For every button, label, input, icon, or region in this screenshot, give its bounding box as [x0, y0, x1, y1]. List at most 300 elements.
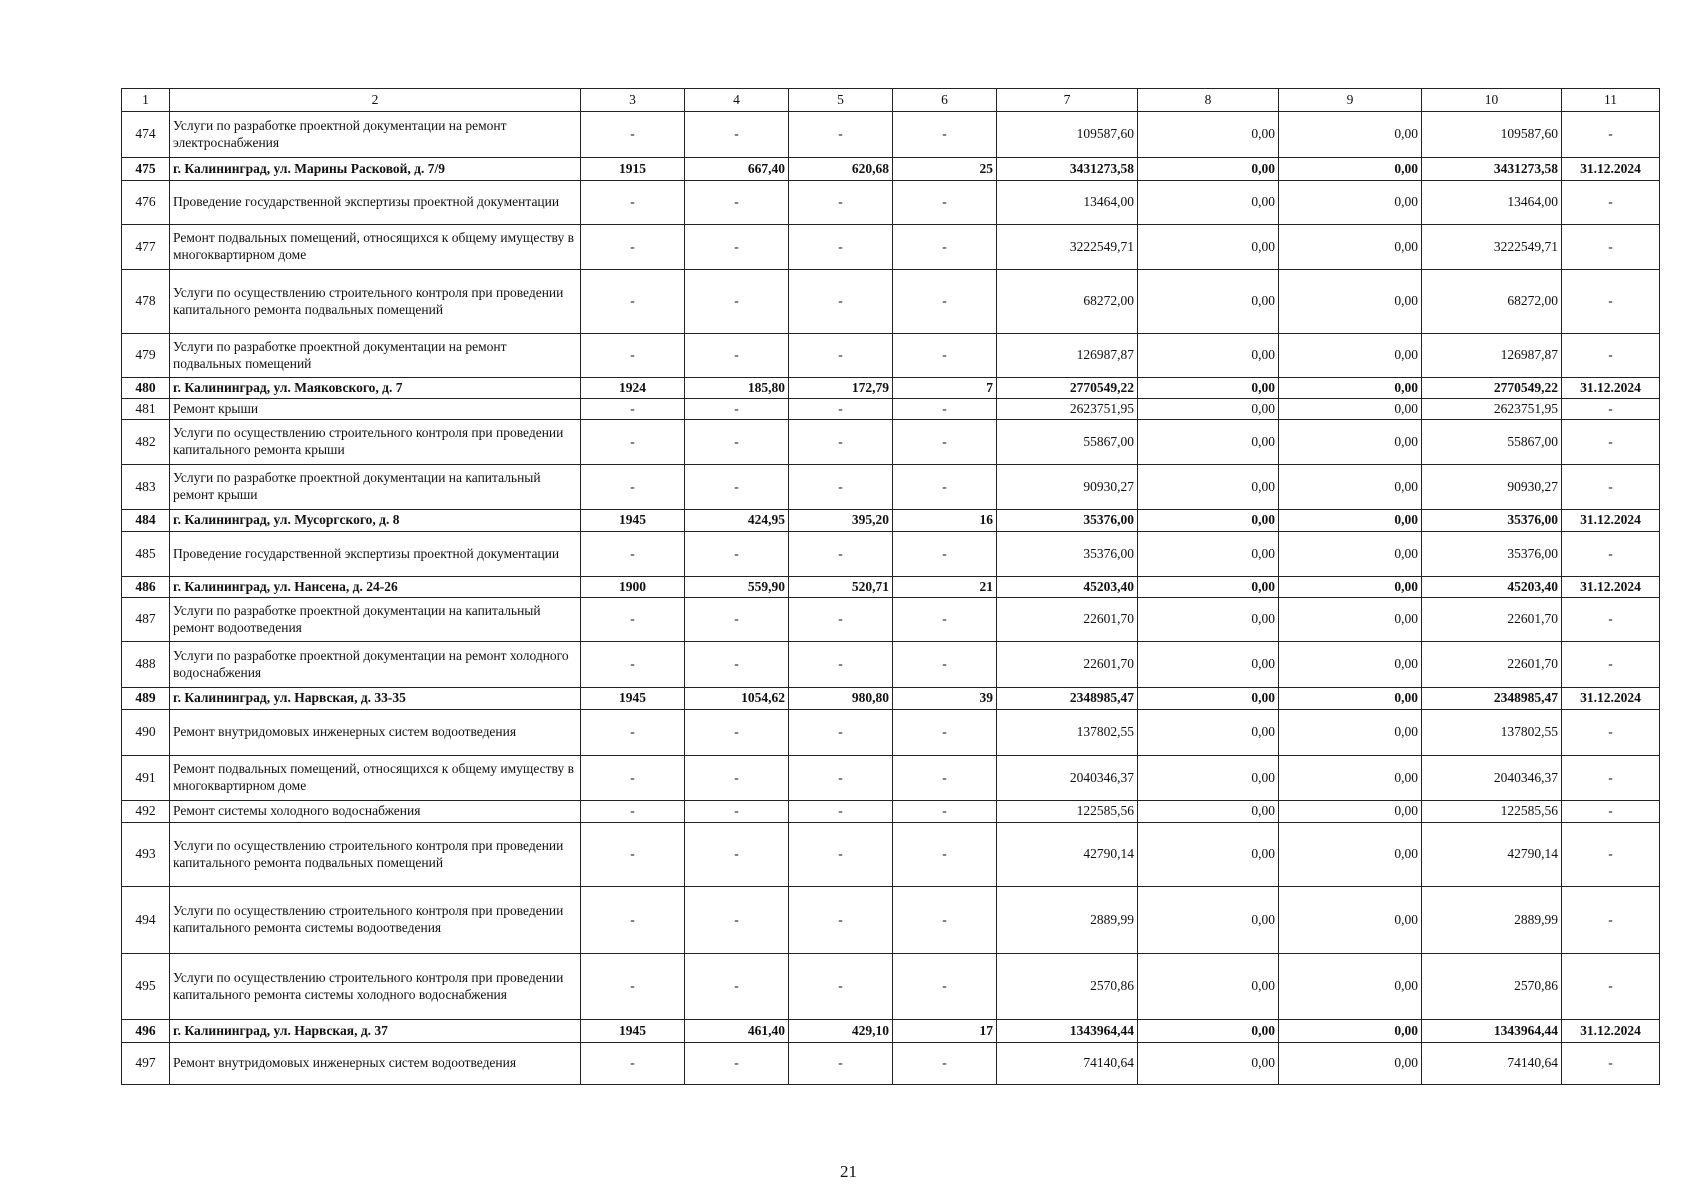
deadline-cell: 31.12.2024: [1562, 158, 1660, 181]
year-cell: -: [581, 225, 685, 270]
residents-cell: -: [893, 954, 997, 1020]
fund-cost-cell: 0,00: [1138, 642, 1279, 688]
living-area-cell: -: [789, 801, 893, 823]
work-name-cell: Ремонт внутридомовых инженерных систем водоотведения: [170, 710, 581, 756]
total-cost-cell: 2770549,22: [997, 378, 1138, 399]
header-cell: 1: [122, 89, 170, 112]
residents-cell: -: [893, 642, 997, 688]
living-area-cell: -: [789, 112, 893, 158]
fund-cost-cell: 0,00: [1138, 710, 1279, 756]
owners-cost-cell: 2623751,95: [1422, 399, 1562, 420]
year-cell: 1945: [581, 1020, 685, 1043]
living-area-cell: -: [789, 642, 893, 688]
year-cell: -: [581, 270, 685, 334]
deadline-cell: -: [1562, 225, 1660, 270]
table-row: [122, 510, 1660, 532]
row-number-cell: 479: [122, 334, 170, 378]
fund-cost-cell: 0,00: [1138, 225, 1279, 270]
living-area-cell: -: [789, 598, 893, 642]
fund-cost-cell: 0,00: [1138, 577, 1279, 598]
deadline-cell: -: [1562, 112, 1660, 158]
owners-cost-cell: 2570,86: [1422, 954, 1562, 1020]
table-row: [122, 598, 1660, 642]
fund-cost-cell: 0,00: [1138, 1020, 1279, 1043]
living-area-cell: -: [789, 465, 893, 510]
living-area-cell: 395,20: [789, 510, 893, 532]
column-number-row: [122, 89, 1660, 112]
table-row: [122, 465, 1660, 510]
total-cost-cell: 3431273,58: [997, 158, 1138, 181]
total-cost-cell: 35376,00: [997, 532, 1138, 577]
owners-cost-cell: 22601,70: [1422, 642, 1562, 688]
residents-cell: -: [893, 598, 997, 642]
total-area-cell: 185,80: [685, 378, 789, 399]
header-cell: 11: [1562, 89, 1660, 112]
year-cell: -: [581, 887, 685, 954]
table-row: [122, 420, 1660, 465]
table-row: [122, 532, 1660, 577]
work-name-cell: Проведение государственной экспертизы проектной документации: [170, 532, 581, 577]
residents-cell: -: [893, 823, 997, 887]
total-cost-cell: 3222549,71: [997, 225, 1138, 270]
living-area-cell: -: [789, 181, 893, 225]
deadline-cell: -: [1562, 801, 1660, 823]
budget-cost-cell: 0,00: [1279, 158, 1422, 181]
budget-cost-cell: 0,00: [1279, 112, 1422, 158]
total-area-cell: -: [685, 334, 789, 378]
table-row: [122, 1043, 1660, 1085]
residents-cell: -: [893, 225, 997, 270]
work-name-cell: Услуги по разработке проектной документации на ремонт холодного водоснабжения: [170, 642, 581, 688]
residents-cell: -: [893, 756, 997, 801]
owners-cost-cell: 68272,00: [1422, 270, 1562, 334]
residents-cell: -: [893, 420, 997, 465]
row-number-cell: 495: [122, 954, 170, 1020]
work-name-cell: Услуги по осуществлению строительного контроля при проведении капитального ремонта системы водоотведения: [170, 887, 581, 954]
work-name-cell: Услуги по осуществлению строительного контроля при проведении капитального ремонта подвальных помещений: [170, 823, 581, 887]
fund-cost-cell: 0,00: [1138, 756, 1279, 801]
work-name-cell: Проведение государственной экспертизы проектной документации: [170, 181, 581, 225]
deadline-cell: -: [1562, 334, 1660, 378]
deadline-cell: 31.12.2024: [1562, 688, 1660, 710]
living-area-cell: -: [789, 823, 893, 887]
year-cell: -: [581, 954, 685, 1020]
deadline-cell: -: [1562, 954, 1660, 1020]
fund-cost-cell: 0,00: [1138, 399, 1279, 420]
residents-cell: 17: [893, 1020, 997, 1043]
living-area-cell: -: [789, 756, 893, 801]
budget-cost-cell: 0,00: [1279, 1020, 1422, 1043]
total-cost-cell: 2040346,37: [997, 756, 1138, 801]
residents-cell: -: [893, 270, 997, 334]
header-cell: 6: [893, 89, 997, 112]
year-cell: 1900: [581, 577, 685, 598]
total-area-cell: -: [685, 181, 789, 225]
budget-cost-cell: 0,00: [1279, 801, 1422, 823]
year-cell: -: [581, 1043, 685, 1085]
fund-cost-cell: 0,00: [1138, 158, 1279, 181]
total-area-cell: -: [685, 225, 789, 270]
year-cell: -: [581, 112, 685, 158]
living-area-cell: -: [789, 1043, 893, 1085]
owners-cost-cell: 35376,00: [1422, 532, 1562, 577]
fund-cost-cell: 0,00: [1138, 598, 1279, 642]
table-row: [122, 270, 1660, 334]
total-cost-cell: 137802,55: [997, 710, 1138, 756]
table-row: [122, 642, 1660, 688]
owners-cost-cell: 2348985,47: [1422, 688, 1562, 710]
table-row: [122, 399, 1660, 420]
year-cell: -: [581, 801, 685, 823]
budget-cost-cell: 0,00: [1279, 532, 1422, 577]
table-row: [122, 225, 1660, 270]
owners-cost-cell: 2889,99: [1422, 887, 1562, 954]
year-cell: 1924: [581, 378, 685, 399]
deadline-cell: -: [1562, 181, 1660, 225]
deadline-cell: 31.12.2024: [1562, 510, 1660, 532]
owners-cost-cell: 42790,14: [1422, 823, 1562, 887]
budget-cost-cell: 0,00: [1279, 577, 1422, 598]
year-cell: -: [581, 823, 685, 887]
table-row: [122, 801, 1660, 823]
fund-cost-cell: 0,00: [1138, 510, 1279, 532]
budget-cost-cell: 0,00: [1279, 399, 1422, 420]
budget-cost-cell: 0,00: [1279, 510, 1422, 532]
living-area-cell: -: [789, 399, 893, 420]
header-cell: 9: [1279, 89, 1422, 112]
work-name-cell: Услуги по разработке проектной документации на ремонт электроснабжения: [170, 112, 581, 158]
total-cost-cell: 22601,70: [997, 598, 1138, 642]
work-name-cell: г. Калининград, ул. Нарвская, д. 33-35: [170, 688, 581, 710]
row-number-cell: 487: [122, 598, 170, 642]
total-area-cell: -: [685, 532, 789, 577]
total-cost-cell: 42790,14: [997, 823, 1138, 887]
budget-cost-cell: 0,00: [1279, 710, 1422, 756]
budget-cost-cell: 0,00: [1279, 465, 1422, 510]
budget-cost-cell: 0,00: [1279, 270, 1422, 334]
table-row: [122, 887, 1660, 954]
total-area-cell: -: [685, 420, 789, 465]
owners-cost-cell: 109587,60: [1422, 112, 1562, 158]
total-area-cell: -: [685, 710, 789, 756]
year-cell: -: [581, 181, 685, 225]
budget-cost-cell: 0,00: [1279, 181, 1422, 225]
row-number-cell: 474: [122, 112, 170, 158]
owners-cost-cell: 90930,27: [1422, 465, 1562, 510]
header-cell: 5: [789, 89, 893, 112]
row-number-cell: 484: [122, 510, 170, 532]
living-area-cell: -: [789, 710, 893, 756]
header-cell: 2: [170, 89, 581, 112]
work-name-cell: г. Калининград, ул. Нансена, д. 24-26: [170, 577, 581, 598]
budget-cost-cell: 0,00: [1279, 823, 1422, 887]
fund-cost-cell: 0,00: [1138, 465, 1279, 510]
year-cell: -: [581, 756, 685, 801]
owners-cost-cell: 122585,56: [1422, 801, 1562, 823]
residents-cell: -: [893, 710, 997, 756]
total-area-cell: -: [685, 954, 789, 1020]
header-cell: 10: [1422, 89, 1562, 112]
deadline-cell: -: [1562, 532, 1660, 577]
work-name-cell: Ремонт системы холодного водоснабжения: [170, 801, 581, 823]
page-number: 21: [840, 1162, 857, 1181]
fund-cost-cell: 0,00: [1138, 378, 1279, 399]
row-number-cell: 483: [122, 465, 170, 510]
table-row: [122, 710, 1660, 756]
total-cost-cell: 45203,40: [997, 577, 1138, 598]
total-area-cell: 1054,62: [685, 688, 789, 710]
year-cell: -: [581, 710, 685, 756]
year-cell: 1945: [581, 688, 685, 710]
living-area-cell: 620,68: [789, 158, 893, 181]
table-row: [122, 334, 1660, 378]
deadline-cell: -: [1562, 399, 1660, 420]
budget-cost-cell: 0,00: [1279, 954, 1422, 1020]
year-cell: -: [581, 465, 685, 510]
deadline-cell: -: [1562, 598, 1660, 642]
budget-cost-cell: 0,00: [1279, 598, 1422, 642]
living-area-cell: 172,79: [789, 378, 893, 399]
owners-cost-cell: 13464,00: [1422, 181, 1562, 225]
fund-cost-cell: 0,00: [1138, 420, 1279, 465]
budget-cost-cell: 0,00: [1279, 334, 1422, 378]
table-row: [122, 954, 1660, 1020]
header-cell: 7: [997, 89, 1138, 112]
deadline-cell: -: [1562, 270, 1660, 334]
row-number-cell: 482: [122, 420, 170, 465]
deadline-cell: 31.12.2024: [1562, 378, 1660, 399]
owners-cost-cell: 2040346,37: [1422, 756, 1562, 801]
fund-cost-cell: 0,00: [1138, 688, 1279, 710]
residents-cell: -: [893, 1043, 997, 1085]
residents-cell: 21: [893, 577, 997, 598]
living-area-cell: -: [789, 225, 893, 270]
living-area-cell: -: [789, 954, 893, 1020]
works-table: [121, 88, 1660, 1085]
total-area-cell: -: [685, 465, 789, 510]
living-area-cell: -: [789, 420, 893, 465]
total-cost-cell: 1343964,44: [997, 1020, 1138, 1043]
owners-cost-cell: 55867,00: [1422, 420, 1562, 465]
total-cost-cell: 2348985,47: [997, 688, 1138, 710]
total-area-cell: -: [685, 1043, 789, 1085]
residents-cell: -: [893, 532, 997, 577]
row-number-cell: 494: [122, 887, 170, 954]
total-area-cell: -: [685, 756, 789, 801]
table-row: [122, 158, 1660, 181]
work-name-cell: Ремонт внутридомовых инженерных систем водоотведения: [170, 1043, 581, 1085]
fund-cost-cell: 0,00: [1138, 181, 1279, 225]
year-cell: -: [581, 642, 685, 688]
work-name-cell: Услуги по осуществлению строительного контроля при проведении капитального ремонта подвальных помещений: [170, 270, 581, 334]
total-area-cell: -: [685, 887, 789, 954]
living-area-cell: -: [789, 334, 893, 378]
deadline-cell: -: [1562, 420, 1660, 465]
year-cell: -: [581, 532, 685, 577]
budget-cost-cell: 0,00: [1279, 1043, 1422, 1085]
residents-cell: -: [893, 181, 997, 225]
row-number-cell: 492: [122, 801, 170, 823]
deadline-cell: -: [1562, 823, 1660, 887]
total-area-cell: -: [685, 598, 789, 642]
total-area-cell: 667,40: [685, 158, 789, 181]
year-cell: -: [581, 334, 685, 378]
owners-cost-cell: 126987,87: [1422, 334, 1562, 378]
living-area-cell: 429,10: [789, 1020, 893, 1043]
work-name-cell: г. Калининград, ул. Маяковского, д. 7: [170, 378, 581, 399]
work-name-cell: Услуги по разработке проектной документации на капитальный ремонт водоотведения: [170, 598, 581, 642]
row-number-cell: 478: [122, 270, 170, 334]
deadline-cell: -: [1562, 710, 1660, 756]
owners-cost-cell: 45203,40: [1422, 577, 1562, 598]
budget-cost-cell: 0,00: [1279, 420, 1422, 465]
total-cost-cell: 35376,00: [997, 510, 1138, 532]
total-cost-cell: 2889,99: [997, 887, 1138, 954]
row-number-cell: 486: [122, 577, 170, 598]
deadline-cell: -: [1562, 1043, 1660, 1085]
total-area-cell: 424,95: [685, 510, 789, 532]
total-area-cell: -: [685, 112, 789, 158]
total-area-cell: 559,90: [685, 577, 789, 598]
deadline-cell: -: [1562, 465, 1660, 510]
living-area-cell: 980,80: [789, 688, 893, 710]
row-number-cell: 485: [122, 532, 170, 577]
owners-cost-cell: 3222549,71: [1422, 225, 1562, 270]
owners-cost-cell: 35376,00: [1422, 510, 1562, 532]
fund-cost-cell: 0,00: [1138, 801, 1279, 823]
header-cell: 4: [685, 89, 789, 112]
fund-cost-cell: 0,00: [1138, 954, 1279, 1020]
year-cell: -: [581, 598, 685, 642]
total-area-cell: 461,40: [685, 1020, 789, 1043]
deadline-cell: -: [1562, 887, 1660, 954]
row-number-cell: 480: [122, 378, 170, 399]
work-name-cell: г. Калининград, ул. Марины Расковой, д. 7/9: [170, 158, 581, 181]
total-cost-cell: 126987,87: [997, 334, 1138, 378]
total-cost-cell: 122585,56: [997, 801, 1138, 823]
work-name-cell: Услуги по разработке проектной документации на капитальный ремонт крыши: [170, 465, 581, 510]
deadline-cell: 31.12.2024: [1562, 1020, 1660, 1043]
living-area-cell: -: [789, 532, 893, 577]
year-cell: -: [581, 420, 685, 465]
total-cost-cell: 74140,64: [997, 1043, 1138, 1085]
total-cost-cell: 13464,00: [997, 181, 1138, 225]
total-area-cell: -: [685, 270, 789, 334]
table-row: [122, 577, 1660, 598]
total-area-cell: -: [685, 823, 789, 887]
residents-cell: -: [893, 887, 997, 954]
table-body: [122, 112, 1660, 1085]
row-number-cell: 491: [122, 756, 170, 801]
work-name-cell: Ремонт крыши: [170, 399, 581, 420]
deadline-cell: -: [1562, 756, 1660, 801]
row-number-cell: 493: [122, 823, 170, 887]
residents-cell: 25: [893, 158, 997, 181]
work-name-cell: Услуги по осуществлению строительного контроля при проведении капитального ремонта системы холодного водоснабжения: [170, 954, 581, 1020]
total-area-cell: -: [685, 399, 789, 420]
residents-cell: -: [893, 112, 997, 158]
year-cell: 1915: [581, 158, 685, 181]
fund-cost-cell: 0,00: [1138, 823, 1279, 887]
owners-cost-cell: 22601,70: [1422, 598, 1562, 642]
residents-cell: -: [893, 801, 997, 823]
total-cost-cell: 22601,70: [997, 642, 1138, 688]
total-cost-cell: 55867,00: [997, 420, 1138, 465]
fund-cost-cell: 0,00: [1138, 112, 1279, 158]
fund-cost-cell: 0,00: [1138, 532, 1279, 577]
work-name-cell: г. Калининград, ул. Мусоргского, д. 8: [170, 510, 581, 532]
row-number-cell: 475: [122, 158, 170, 181]
table-row: [122, 688, 1660, 710]
year-cell: -: [581, 399, 685, 420]
work-name-cell: г. Калининград, ул. Нарвская, д. 37: [170, 1020, 581, 1043]
table-row: [122, 378, 1660, 399]
budget-cost-cell: 0,00: [1279, 756, 1422, 801]
budget-cost-cell: 0,00: [1279, 887, 1422, 954]
row-number-cell: 489: [122, 688, 170, 710]
budget-cost-cell: 0,00: [1279, 378, 1422, 399]
row-number-cell: 497: [122, 1043, 170, 1085]
work-name-cell: Услуги по осуществлению строительного контроля при проведении капитального ремонта крыши: [170, 420, 581, 465]
budget-cost-cell: 0,00: [1279, 688, 1422, 710]
fund-cost-cell: 0,00: [1138, 334, 1279, 378]
total-cost-cell: 109587,60: [997, 112, 1138, 158]
residents-cell: 39: [893, 688, 997, 710]
header-cell: 3: [581, 89, 685, 112]
deadline-cell: 31.12.2024: [1562, 577, 1660, 598]
total-cost-cell: 68272,00: [997, 270, 1138, 334]
residents-cell: 16: [893, 510, 997, 532]
document-sheet: [121, 88, 1659, 1085]
total-cost-cell: 2623751,95: [997, 399, 1138, 420]
residents-cell: -: [893, 399, 997, 420]
total-area-cell: -: [685, 642, 789, 688]
work-name-cell: Ремонт подвальных помещений, относящихся к общему имуществу в многоквартирном доме: [170, 225, 581, 270]
row-number-cell: 476: [122, 181, 170, 225]
row-number-cell: 477: [122, 225, 170, 270]
owners-cost-cell: 3431273,58: [1422, 158, 1562, 181]
header-cell: 8: [1138, 89, 1279, 112]
fund-cost-cell: 0,00: [1138, 1043, 1279, 1085]
owners-cost-cell: 74140,64: [1422, 1043, 1562, 1085]
total-area-cell: -: [685, 801, 789, 823]
living-area-cell: -: [789, 887, 893, 954]
fund-cost-cell: 0,00: [1138, 270, 1279, 334]
deadline-cell: -: [1562, 642, 1660, 688]
year-cell: 1945: [581, 510, 685, 532]
table-row: [122, 1020, 1660, 1043]
work-name-cell: Услуги по разработке проектной документации на ремонт подвальных помещений: [170, 334, 581, 378]
total-cost-cell: 90930,27: [997, 465, 1138, 510]
residents-cell: -: [893, 465, 997, 510]
row-number-cell: 481: [122, 399, 170, 420]
budget-cost-cell: 0,00: [1279, 642, 1422, 688]
living-area-cell: 520,71: [789, 577, 893, 598]
total-cost-cell: 2570,86: [997, 954, 1138, 1020]
row-number-cell: 488: [122, 642, 170, 688]
residents-cell: -: [893, 334, 997, 378]
table-row: [122, 112, 1660, 158]
owners-cost-cell: 1343964,44: [1422, 1020, 1562, 1043]
owners-cost-cell: 2770549,22: [1422, 378, 1562, 399]
living-area-cell: -: [789, 270, 893, 334]
table-row: [122, 823, 1660, 887]
table-row: [122, 181, 1660, 225]
budget-cost-cell: 0,00: [1279, 225, 1422, 270]
owners-cost-cell: 137802,55: [1422, 710, 1562, 756]
row-number-cell: 490: [122, 710, 170, 756]
fund-cost-cell: 0,00: [1138, 887, 1279, 954]
